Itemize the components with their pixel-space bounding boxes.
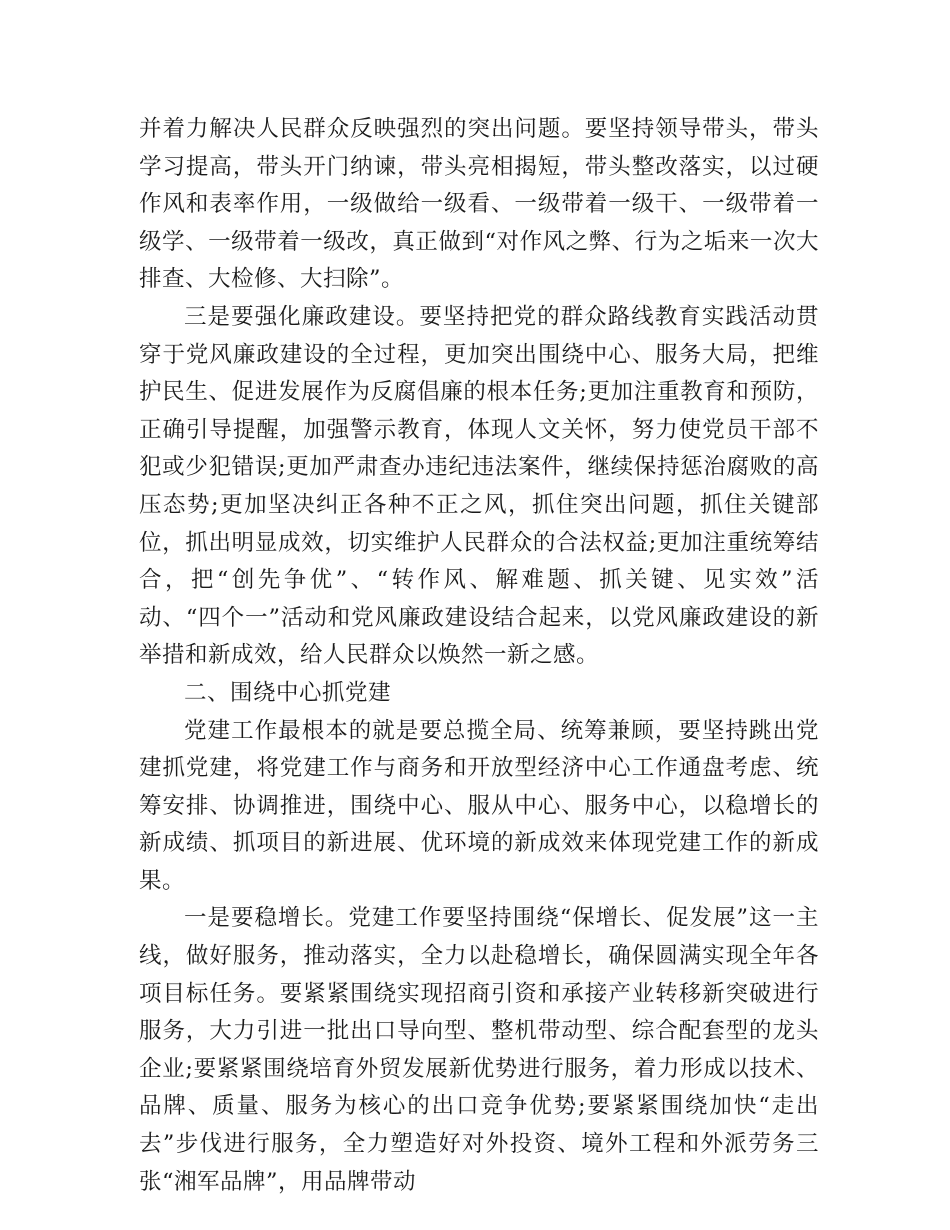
section-heading: 二、围绕中心抓党建 xyxy=(184,679,392,706)
paragraph-3: 党建工作最根本的就是要总揽全局、统筹兼顾，要坚持跳出党建抓党建，将党建工作与商务和开放型经济中心工作通盘考虑、统筹安排、协调推进，围绕中心、服从中心、服务中心，以稳增长的新成绩、抓项目的新进展、优环境的新成效来体现党建工作的新成果。 xyxy=(139,717,819,894)
paragraph-4: 一是要稳增长。党建工作要坚持围绕“保增长、促发展”这一主线，做好服务，推动落实，全力以赴稳增长，确保圆满实现全年各项目标任务。要紧紧围绕实现招商引资和承接产业转移新突破进行服务，大力引进一批出口导向型、整机带动型、综合配套型的龙头企业;要紧紧围绕培育外贸发展新优势进行服务，着力形成以技术、品牌、质量、服务为核心的出口竞争优势;要紧紧围绕加快“走出去”步伐进行服务，全力塑造好对外投资、境外工程和外派劳务三张“湘军品牌”，用品牌带动 xyxy=(139,905,819,1195)
document-body xyxy=(139,111,819,1201)
paragraph-1: 并着力解决人民群众反映强烈的突出问题。要坚持领导带头，带头学习提高，带头开门纳谏，带头亮相揭短，带头整改落实，以过硬作风和表率作用，一级做给一级看、一级带着一级干、一级带着一级学、一级带着一级改，真正做到“对作风之弊、行为之垢来一次大排查、大检修、大扫除”。 xyxy=(139,116,819,293)
paragraph-2: 三是要强化廉政建设。要坚持把党的群众路线教育实践活动贯穿于党风廉政建设的全过程，更加突出围绕中心、服务大局，把维护民生、促进发展作为反腐倡廉的根本任务;更加注重教育和预防，正确引导提醒，加强警示教育，体现人文关怀，努力使党员干部不犯或少犯错误;更加严肃查办违纪违法案件，继续保持惩治腐败的高压态势;更加坚决纠正各种不正之风，抓住突出问题，抓住关键部位，抓出明显成效，切实维护人民群众的合法权益;更加注重统筹结合，把“创先争优”、“转作风、解难题、抓关键、见实效”活动、“四个一”活动和党风廉政建设结合起来，以党风廉政建设的新举措和新成效，给人民群众以焕然一新之感。 xyxy=(139,303,819,669)
